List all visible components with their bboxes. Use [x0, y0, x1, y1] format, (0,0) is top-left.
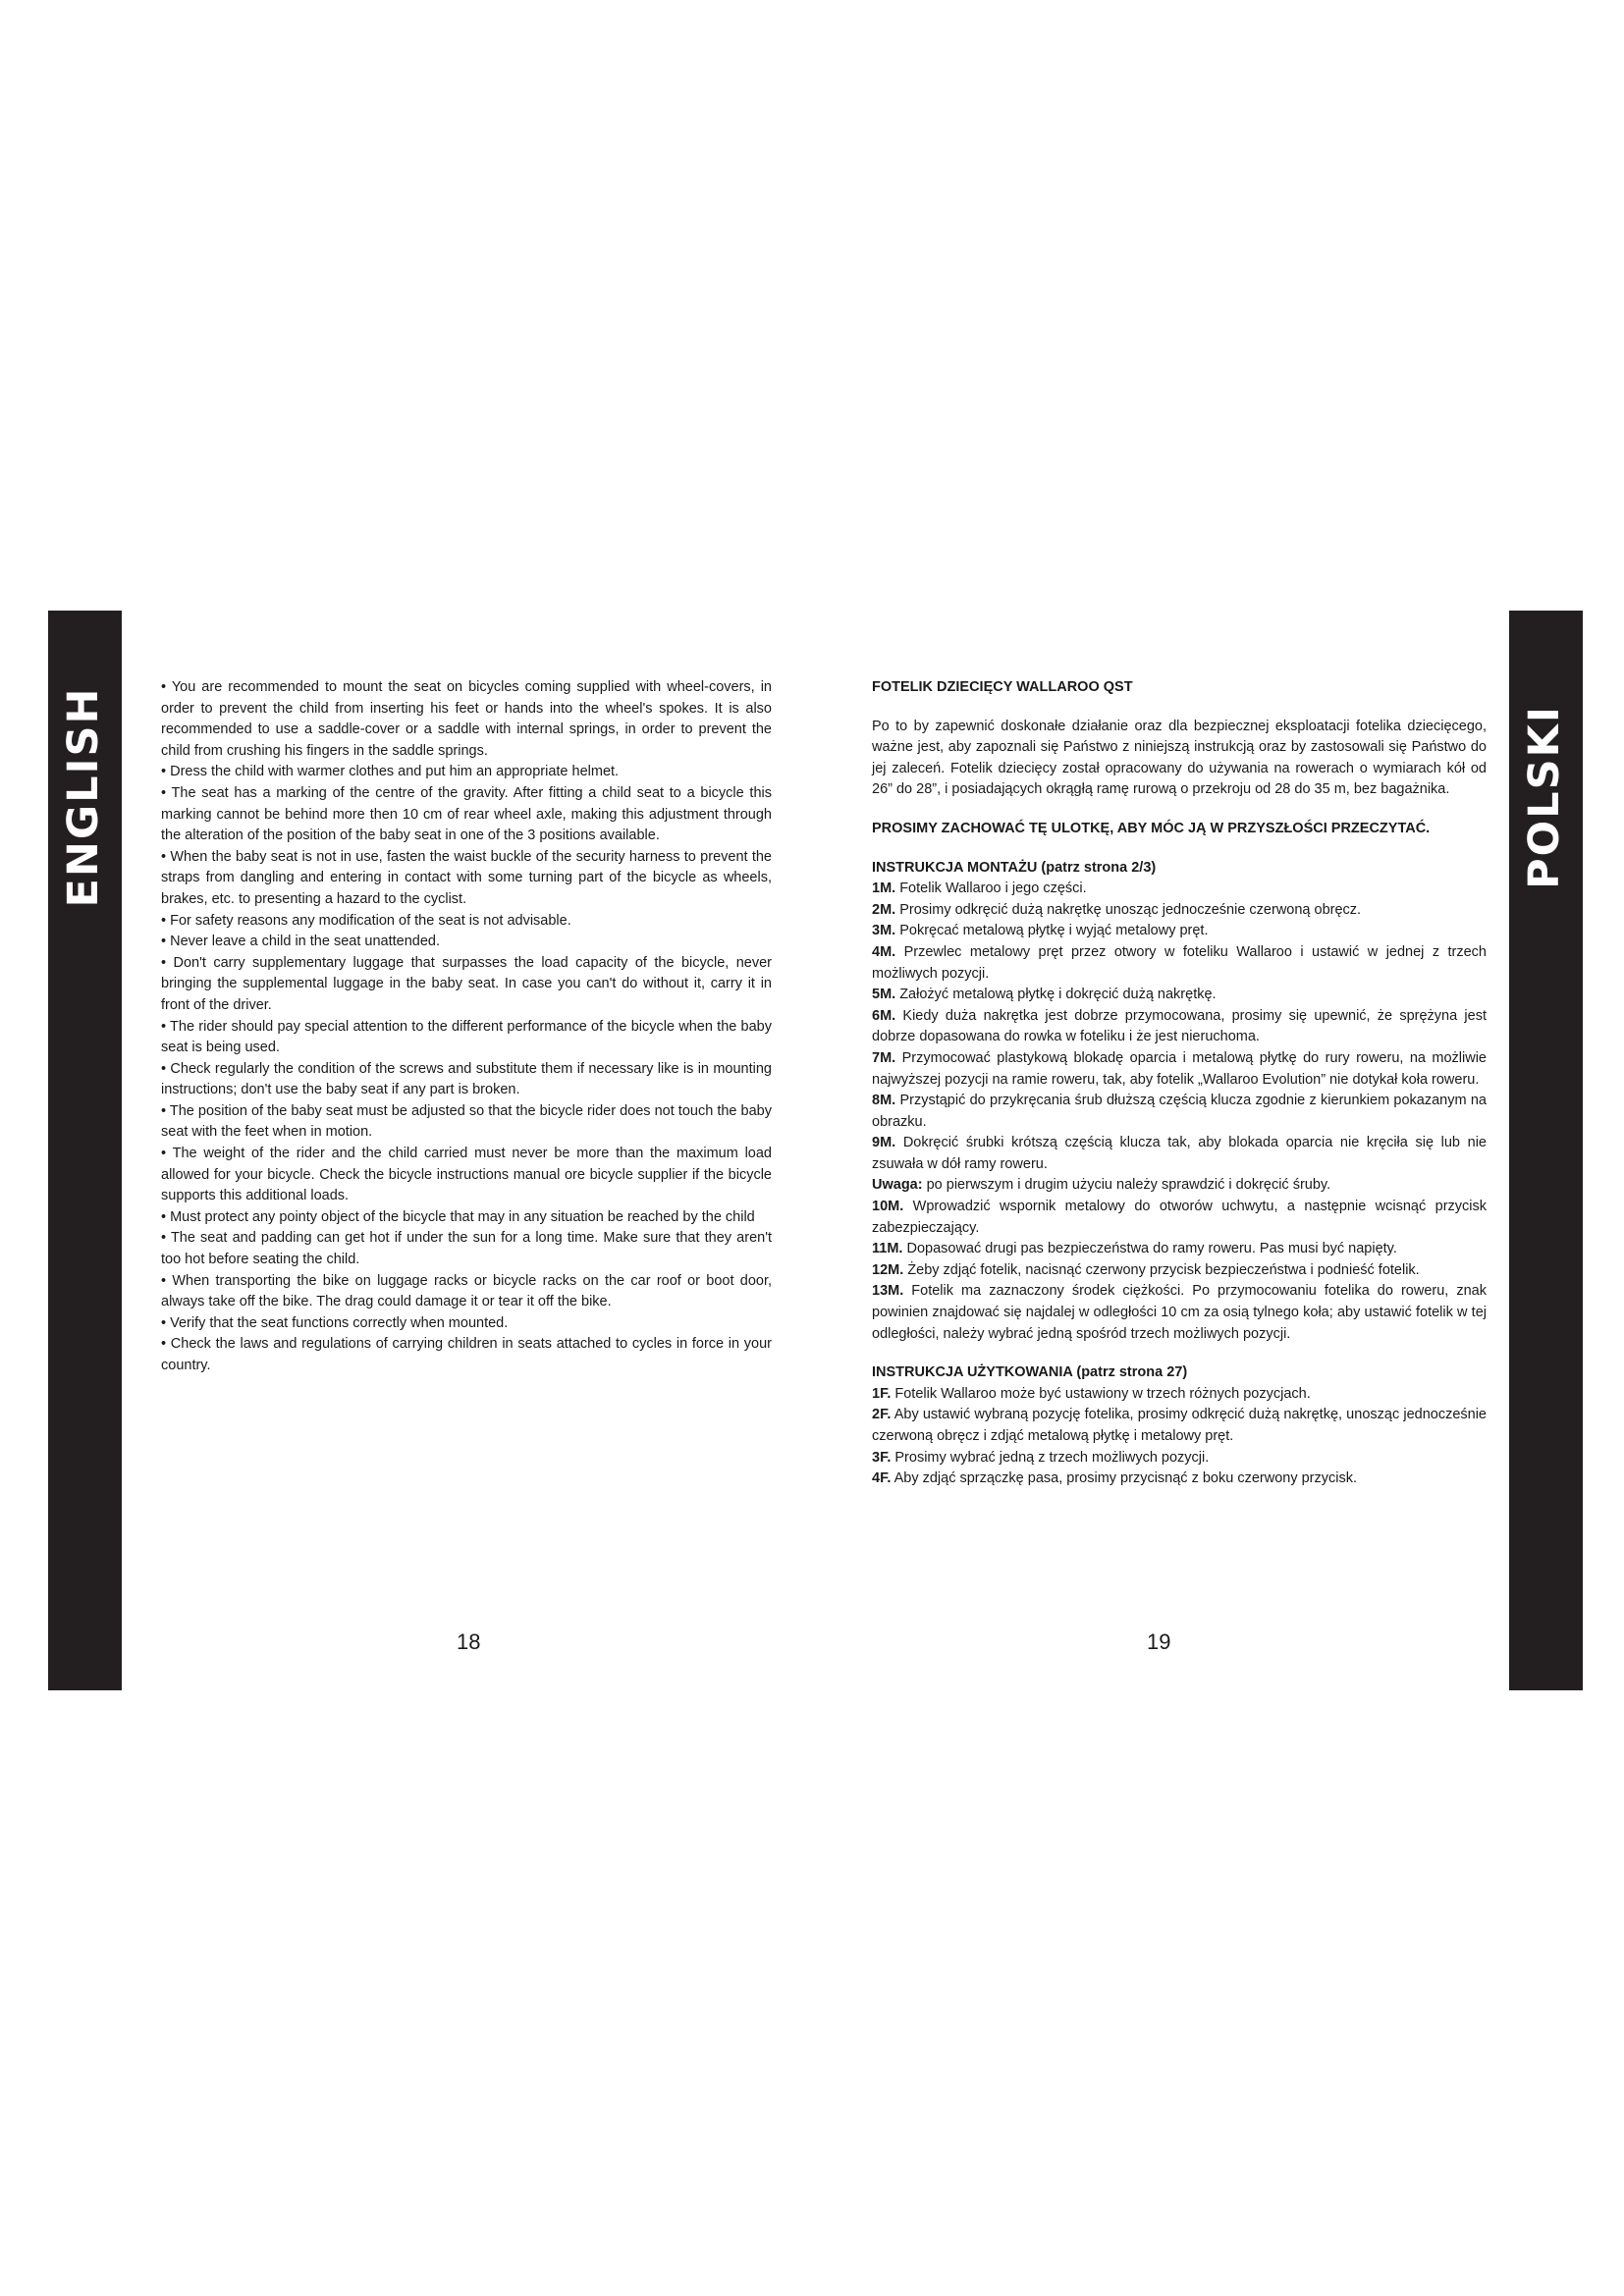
- step-text: Prosimy wybrać jedną z trzech możliwych pozycji.: [894, 1449, 1210, 1466]
- usage-step: [872, 1468, 1487, 1490]
- english-bullet: • The rider should pay special attention to the different performance of the bicycle when the baby seat is being used.: [161, 1018, 772, 1056]
- step-number: 8M.: [872, 1093, 896, 1109]
- step-number: 4M.: [872, 943, 896, 960]
- step-number: 7M.: [872, 1049, 896, 1066]
- step-number: 4F.: [872, 1470, 892, 1487]
- polish-title: FOTELIK DZIECIĘCY WALLAROO QST: [872, 679, 1133, 695]
- step-number: 11M.: [872, 1241, 903, 1257]
- english-bullet: • Never leave a child in the seat unattended.: [161, 934, 440, 950]
- step-text: Przymocować plastykową blokadę oparcia i metalową płytkę do rury roweru, na możliwie najwyższej pozycji na ramie roweru, tak, aby fotelik „Wallaroo Evolution” nie dotykał koła roweru.: [872, 1049, 1487, 1088]
- step-number: 13M.: [872, 1283, 904, 1300]
- step-text: Dopasować drugi pas bezpieczeństwa do ramy roweru. Pas musi być napięty.: [906, 1241, 1397, 1257]
- mounting-step: [872, 942, 1487, 985]
- step-text: Fotelik Wallaroo i jego części.: [899, 881, 1087, 897]
- page-number-left: 18: [457, 1629, 481, 1654]
- english-bullet: • For safety reasons any modification of the seat is not advisable.: [161, 912, 571, 929]
- english-bullet: • Check the laws and regulations of carrying children in seats attached to cycles in force in your country.: [161, 1336, 772, 1373]
- step-text: Kiedy duża nakrętka jest dobrze przymocowana, prosimy się upewnić, że sprężyna jest dobrze dopasowana do rowka w foteliku i że jest nieruchoma.: [872, 1007, 1487, 1045]
- step-text: Aby zdjąć sprzączkę pasa, prosimy przycisnąć z boku czerwony przycisk.: [893, 1470, 1357, 1487]
- step-number: 3F.: [872, 1449, 892, 1466]
- english-column: [161, 677, 772, 1377]
- mounting-heading: INSTRUKCJA MONTAŻU (patrz strona 2/3): [872, 859, 1157, 876]
- step-text: Przewlec metalowy pręt przez otwory w foteliku Wallaroo i ustawić w jednej z trzech możliwych pozycji.: [872, 943, 1488, 982]
- usage-step: [872, 1448, 1487, 1469]
- english-bullet: • Don't carry supplementary luggage that surpasses the load capacity of the bicycle, never bringing the supplemental luggage in the baby seat. In case you can't do without it, carry it in front of the driver.: [161, 954, 772, 1013]
- usage-step: [872, 1405, 1487, 1447]
- polski-side-tab: [1509, 611, 1583, 1690]
- mounting-step: [872, 1239, 1487, 1260]
- english-bullet: • When transporting the bike on luggage racks or bicycle racks on the car roof or boot door, always take off the bike. The drag could damage it or tear it off the bike.: [161, 1272, 772, 1310]
- step-text: Żeby zdjąć fotelik, nacisnąć czerwony przycisk bezpieczeństwa i podnieść fotelik.: [907, 1261, 1420, 1278]
- mounting-step: [872, 900, 1487, 922]
- page-number-right: 19: [1147, 1629, 1171, 1654]
- polski-tab-label: POLSKI: [1520, 705, 1569, 889]
- step-number: 1F.: [872, 1385, 892, 1402]
- english-bullet: • The weight of the rider and the child carried must never be more than the maximum load allowed for your bicycle. Check the bicycle instructions manual ore bicycle supplier if the bicycle supports this additional loads.: [161, 1146, 772, 1204]
- step-text: Pokręcać metalową płytkę i wyjąć metalowy pręt.: [899, 923, 1209, 939]
- mounting-step: [872, 921, 1487, 942]
- step-number: 10M.: [872, 1199, 904, 1215]
- mounting-step: [872, 1133, 1487, 1175]
- english-bullet: • Must protect any pointy object of the bicycle that may in any situation be reached by the child: [161, 1208, 755, 1225]
- polish-keep-note: PROSIMY ZACHOWAĆ TĘ ULOTKĘ, ABY MÓC JĄ W PRZYSZŁOŚCI PRZECZYTAĆ.: [872, 820, 1431, 836]
- english-bullet: • When the baby seat is not in use, fasten the waist buckle of the security harness to prevent the straps from dangling and entering in contact with some turning part of the bicycle as wheels, brakes, etc. to presenting a hazard to the cyclist.: [161, 848, 772, 907]
- english-bullet: • The seat has a marking of the centre of the gravity. After fitting a child seat to a bicycle this marking cannot be behind more then 10 cm of rear wheel axle, making this adjustment through the alteration of the position of the baby seat in one of the 3 positions available.: [161, 784, 772, 844]
- usage-heading: INSTRUKCJA UŻYTKOWANIA (patrz strona 27): [872, 1364, 1188, 1381]
- step-number: 12M.: [872, 1261, 904, 1278]
- step-text: Dokręcić śrubki krótszą częścią klucza tak, aby blokada oparcia nie kręciła się lub nie zsuwała w dół ramy roweru.: [872, 1135, 1487, 1172]
- step-number: 3M.: [872, 923, 896, 939]
- mounting-step: [872, 879, 1487, 900]
- step-text: Aby ustawić wybraną pozycję fotelika, prosimy odkręcić dużą nakrętkę, unosząc jednocześnie czerwoną obręcz i zdjąć metalową płytkę i metalowy pręt.: [872, 1407, 1487, 1444]
- step-number: 6M.: [872, 1007, 896, 1024]
- step-text: Fotelik ma zaznaczony środek ciężkości. Po przymocowaniu fotelika do roweru, znak powinien znajdować się najdalej w odległości 10 cm za osią tylnego koła; aby ustawić fotelik w tej odległości, należy wybrać jedną spośród trzech możliwych pozycji.: [872, 1283, 1487, 1342]
- english-bullet: • The seat and padding can get hot if under the sun for a long time. Make sure that they aren't too hot before seating the child.: [161, 1230, 772, 1268]
- step-text: Założyć metalową płytkę i dokręcić dużą nakrętkę.: [899, 987, 1217, 1003]
- step-text: Wprowadzić wspornik metalowy do otworów uchwytu, a następnie wcisnąć przycisk zabezpieczający.: [872, 1199, 1488, 1236]
- english-bullet: • The position of the baby seat must be adjusted so that the bicycle rider does not touch the baby seat with the feet when in motion.: [161, 1102, 772, 1141]
- english-side-tab: [48, 611, 122, 1690]
- step-number: 9M.: [872, 1135, 896, 1151]
- step-number: 2M.: [872, 901, 896, 918]
- mounting-step: [872, 1048, 1487, 1091]
- mounting-step: [872, 1006, 1487, 1048]
- step-text: Fotelik Wallaroo może być ustawiony w trzech różnych pozycjach.: [894, 1385, 1311, 1402]
- english-bullet: • Verify that the seat functions correctly when mounted.: [161, 1314, 509, 1331]
- mounting-step: [872, 1281, 1487, 1345]
- mounting-step: [872, 1197, 1487, 1239]
- english-bullet: • Dress the child with warmer clothes and put him an appropriate helmet.: [161, 764, 620, 780]
- english-bullet: • Check regularly the condition of the screws and substitute them if necessary like is in mounting instructions; don't use the baby seat if any part is broken.: [161, 1060, 772, 1098]
- step-text: Prosimy odkręcić dużą nakrętkę unosząc jednocześnie czerwoną obręcz.: [899, 901, 1362, 918]
- english-tab-label: ENGLISH: [59, 686, 108, 908]
- polish-intro: Po to by zapewnić doskonałe działanie oraz dla bezpiecznej eksploatacji fotelika dziecięcego, ważne jest, aby zapoznali się Państwo z niniejszą instrukcją oraz by zastosowali się Państwo do jej zaleceń. Fotelik dziecięcy został opracowany do używania na rowerach o wymiarach kół od 26” do 28”, i posiadających okrągłą ramę rurową o przekroju od 28 do 35 m, bez bagażnika.: [872, 718, 1487, 798]
- step-number: 1M.: [872, 881, 896, 897]
- mounting-step: [872, 985, 1487, 1006]
- mounting-step: [872, 1091, 1487, 1133]
- step-text: Przystąpić do przykręcania śrub dłuższą częścią klucza zgodnie z kierunkiem pokazanym na obrazku.: [872, 1093, 1487, 1130]
- step-number: 2F.: [872, 1407, 892, 1423]
- polish-column: [872, 677, 1487, 1490]
- english-bullet: • You are recommended to mount the seat on bicycles coming supplied with wheel-covers, in order to prevent the child from inserting his feet or hands into the wheel's spokes. It is also recommended to use a saddle-cover or a saddle with internal springs, in order to prevent the child from crushing his fingers in the saddle springs.: [161, 679, 772, 759]
- note-text: po pierwszym i drugim użyciu należy sprawdzić i dokręcić śruby.: [926, 1177, 1331, 1194]
- note-label: Uwaga:: [872, 1177, 923, 1194]
- usage-step: [872, 1384, 1487, 1406]
- mounting-step: [872, 1260, 1487, 1282]
- mounting-note: [872, 1175, 1487, 1197]
- step-number: 5M.: [872, 987, 896, 1003]
